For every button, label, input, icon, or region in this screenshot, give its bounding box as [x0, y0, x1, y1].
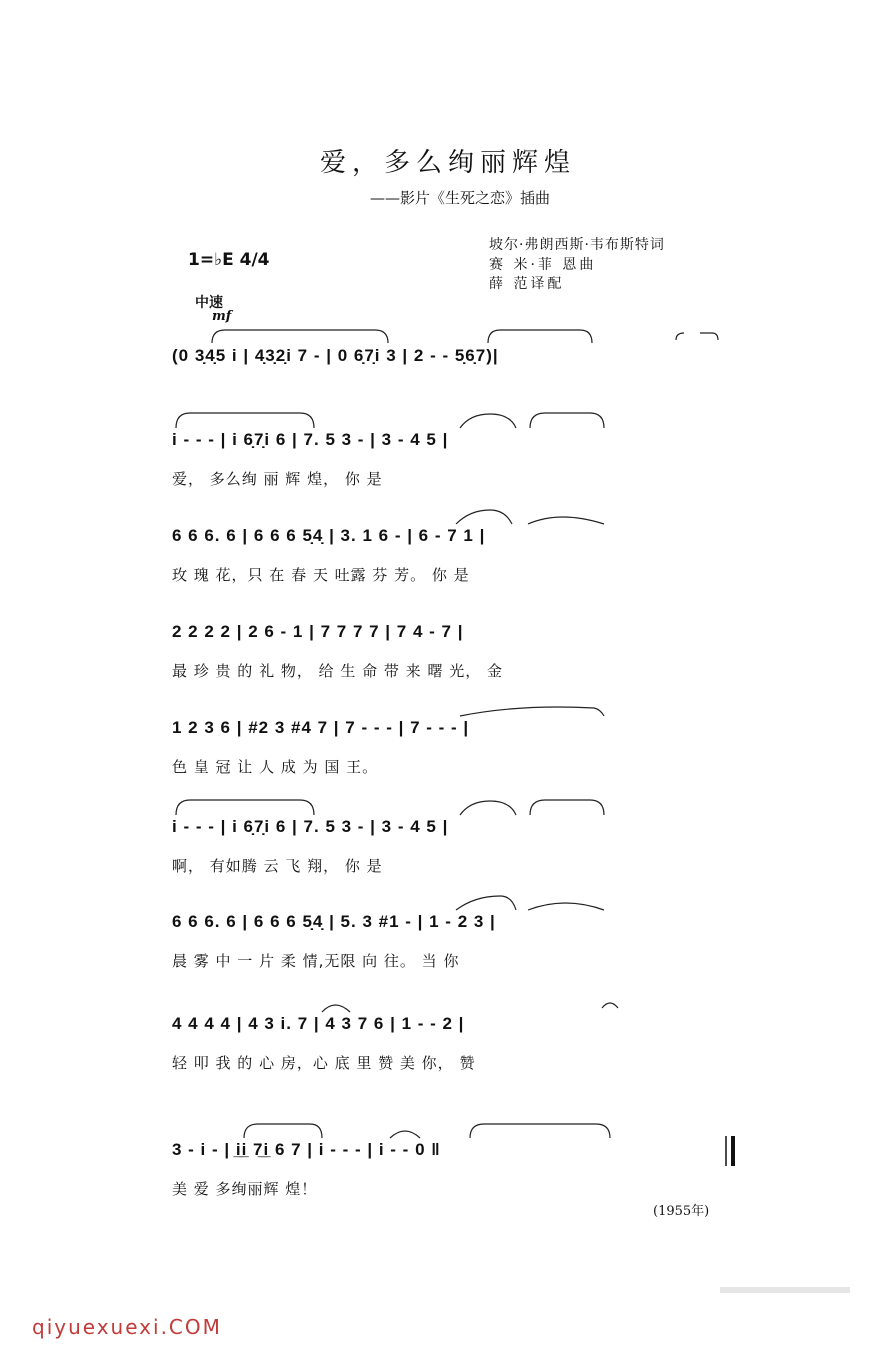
triplet-bracket	[700, 333, 718, 340]
song-subtitle: ——影片《生死之恋》插曲	[370, 189, 551, 207]
slur-arc	[470, 1124, 610, 1138]
lyricist-credit: 坡尔·弗朗西斯·韦布斯特词	[489, 237, 665, 253]
dynamic-marking: mf	[212, 309, 232, 324]
slur-arc	[244, 1124, 322, 1138]
slur-arc	[212, 330, 388, 343]
slur-arc	[528, 517, 604, 524]
score-system-8: 3 - i - | i̲i̲ 7̲i̲ 6 7 | i - - - | i - - 0 ‖	[172, 1140, 441, 1159]
score-system-6: 6 6 6. 6 | 6 6 6 5̣4̣ | 5. 3 #1 - | 1 - 2 3 |	[172, 912, 496, 931]
site-watermark: qiyuexuexi.COM	[32, 1315, 222, 1339]
composer-credit: 赛 米·菲 恩曲	[489, 257, 597, 273]
slur-arc	[176, 800, 314, 815]
slur-arc	[456, 896, 516, 910]
score-system-2: 6 6 6. 6 | 6 6 6 5̣4̣ | 3. 1 6 - | 6 - 7 1 |	[172, 526, 486, 545]
song-title: 爱，多么绚丽辉煌	[319, 148, 576, 178]
slur-arc	[460, 414, 516, 428]
triplet-bracket	[676, 333, 684, 340]
lyric-line-2: 玫 瑰 花，只 在 春 天 吐露 芬 芳。 你 是	[172, 566, 470, 584]
score-system-7: 4 4 4 4 | 4 3 i. 7 | 4 3 7 6 | 1 - - 2 |	[172, 1014, 465, 1033]
lyric-line-5: 啊， 有如腾 云 飞 翔， 你 是	[172, 857, 383, 875]
slur-arc	[460, 801, 516, 815]
score-system-5: i - - - | i 6̣7̣i 6 | 7. 5 3 - | 3 - 4 5 |	[172, 817, 449, 836]
lyric-line-1: 爱， 多么绚 丽 辉 煌， 你 是	[172, 470, 383, 488]
slur-arc	[530, 413, 604, 428]
lyric-line-4: 色 皇 冠 让 人 成 为 国 王。	[172, 758, 379, 776]
lyric-line-3: 最 珍 贵 的 礼 物， 给 生 命 带 来 曙 光， 金	[172, 662, 503, 680]
slur-arc	[488, 330, 592, 343]
score-system-intro: (0 3̣4̣5 i | 4̣3̣2̣i 7 - | 0 6̣7̣i 3 | 2 - - 5̣6̣7)|	[172, 346, 499, 365]
slur-arc	[530, 800, 604, 815]
tempo-marking: 中速	[195, 295, 223, 311]
lyric-line-6: 晨 雾 中 一 片 柔 情,无限 向 往。 当 你	[172, 952, 460, 970]
slur-arc	[456, 510, 512, 524]
lyric-line-7: 轻 叩 我 的 心 房，心 底 里 赞 美 你， 赞	[172, 1054, 476, 1072]
slur-arc	[322, 1005, 350, 1012]
translator-credit: 薛 范译配	[489, 276, 565, 292]
slur-arc	[528, 903, 604, 910]
fermata-arc	[602, 1003, 618, 1008]
slur-arc	[460, 707, 604, 716]
score-system-1: i - - - | i 6̣7̣i 6 | 7. 5 3 - | 3 - 4 5 |	[172, 430, 449, 449]
year-note: (1955年)	[653, 1204, 710, 1219]
score-system-4: 1 2 3 6 | #2 3 #4 7 | 7 - - - | 7 - - - |	[172, 718, 470, 737]
slur-arc	[390, 1131, 420, 1138]
lyric-line-8: 美 爱 多绚丽辉 煌！	[172, 1180, 318, 1198]
slur-arc	[176, 413, 314, 428]
key-signature: 1=♭E 4/4	[188, 250, 270, 270]
score-system-3: 2 2 2 2 | 2 6 - 1 | 7 7 7 7 | 7 4 - 7 |	[172, 622, 464, 641]
